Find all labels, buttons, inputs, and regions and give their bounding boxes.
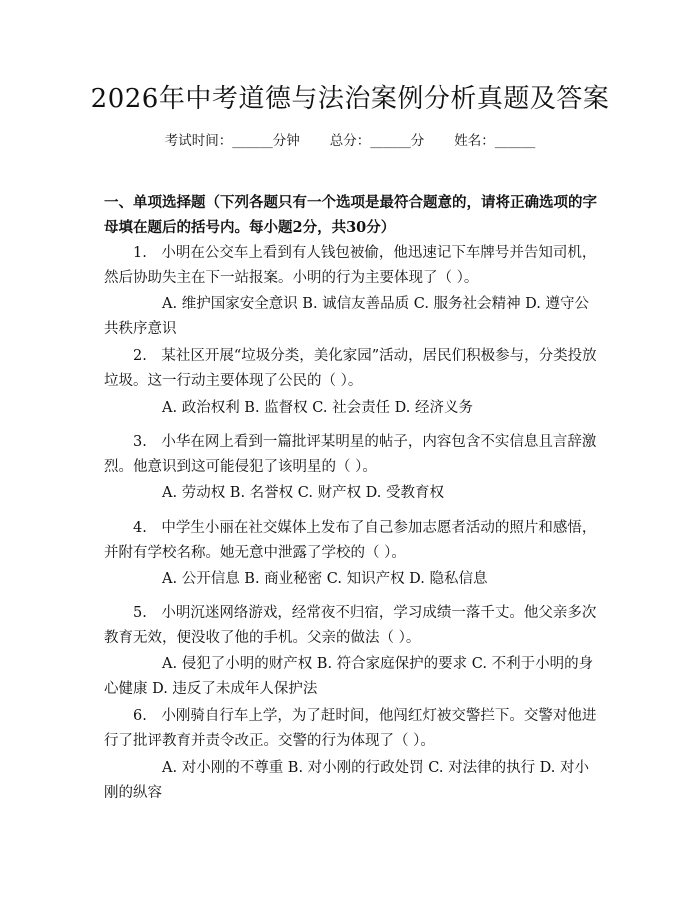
question-5-options: A. 侵犯了小明的财产权 B. 符合家庭保护的要求 C. 不利于小明的身心健康 D. 违反了未成年人保护法 — [104, 656, 594, 697]
question-1-options: A. 维护国家安全意识 B. 诚信友善品质 C. 服务社会精神 D. 遵守公共秩序意识 — [104, 296, 590, 337]
section-heading: 一、单项选择题（下列各题只有一个选项是最符合题意的，请将正确选项的字母填在题后的括号内。每小题2分，共30分） — [104, 194, 597, 236]
question-5: 5. 小明沉迷网络游戏，经常夜不归宿，学习成绩一落千丈。他父亲多次教育无效，便没收了他的手机。父亲的做法（ ）。 — [104, 605, 597, 646]
question-2-options: A. 政治权利 B. 监督权 C. 社会责任 D. 经济义务 — [162, 400, 474, 416]
question-4-options: A. 公开信息 B. 商业秘密 C. 知识产权 D. 隐私信息 — [162, 571, 488, 587]
question-2: 2. 某社区开展“垃圾分类，美化家园”活动，居民们积极参与，分类投放垃圾。这一行动主要体现了公民的（ ）。 — [104, 348, 597, 389]
question-1: 1. 小明在公交车上看到有人钱包被偷，他迅速记下车牌号并告知司机，然后协助失主在下一站报案。小明的行为主要体现了（ ）。 — [104, 245, 597, 286]
total-score-label: 总分：______分 — [329, 133, 425, 149]
student-name-label: 姓名：______ — [454, 133, 536, 149]
question-3: 3. 小华在网上看到一篇批评某明星的帖子，内容包含不实信息且言辞激烈。他意识到这可能侵犯了该明星的（ ）。 — [104, 434, 597, 475]
question-3-options: A. 劳动权 B. 名誉权 C. 财产权 D. 受教育权 — [162, 485, 445, 501]
exam-time-label: 考试时间：______分钟 — [164, 133, 300, 149]
exam-meta — [0, 130, 700, 152]
question-6: 6. 小刚骑自行车上学，为了赶时间，他闯红灯被交警拦下。交警对他进行了批评教育并责令改正。交警的行为体现了（ ）。 — [104, 708, 597, 749]
question-6-options: A. 对小刚的不尊重 B. 对小刚的行政处罚 C. 对法律的执行 D. 对小刚的纵容 — [104, 760, 590, 801]
question-4: 4. 中学生小丽在社交媒体上发布了自己参加志愿者活动的照片和感悟，并附有学校名称。她无意中泄露了学校的（ ）。 — [104, 520, 597, 561]
document-title: 2026年中考道德与法治案例分析真题及答案 — [90, 84, 610, 114]
